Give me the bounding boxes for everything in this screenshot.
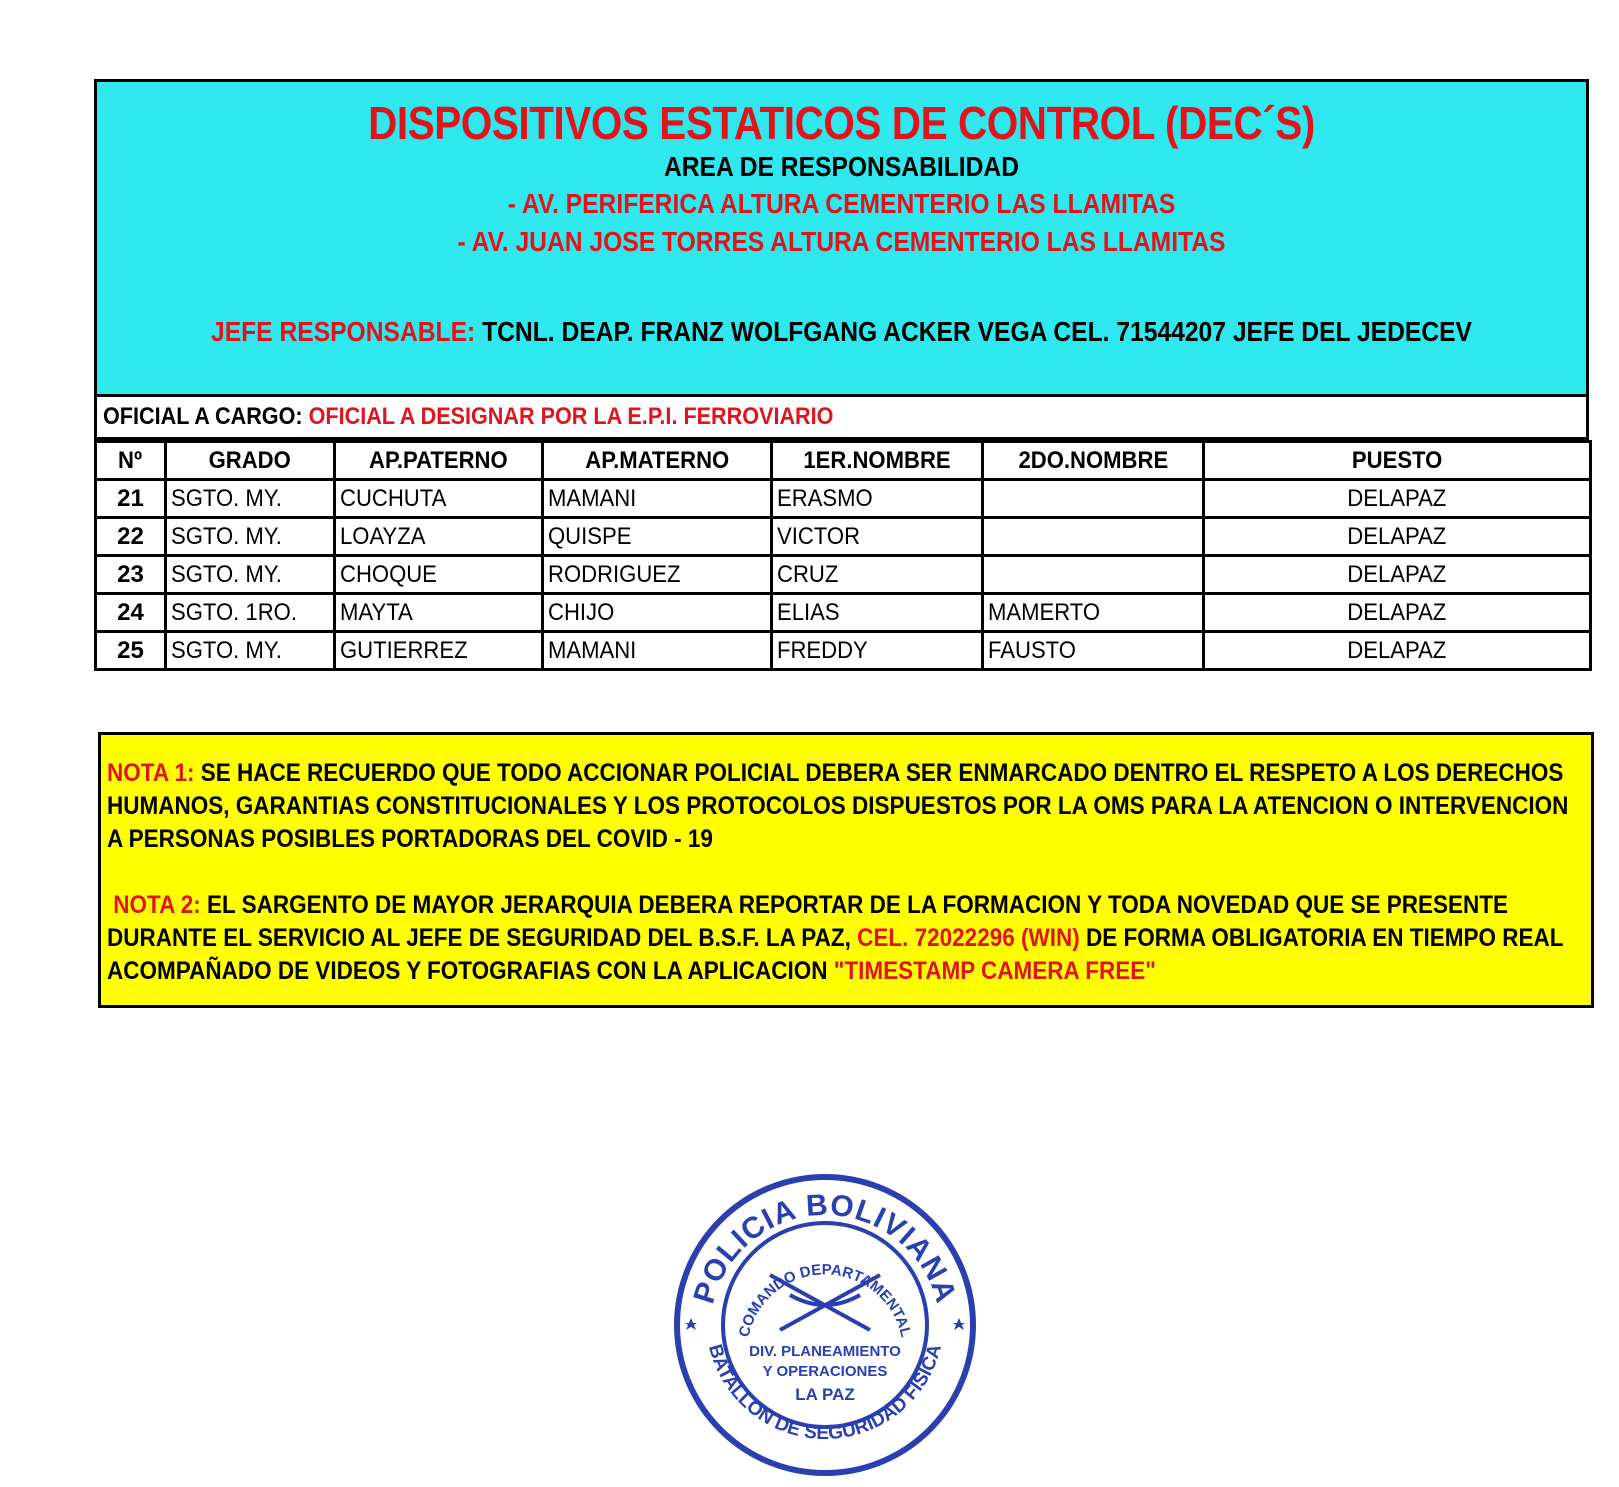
cell-ap-paterno: LOAYZA	[335, 518, 543, 556]
nota-2-label: NOTA 2:	[113, 891, 201, 919]
nota-2-text-b: DE FORMA OBLIGATORIA EN TIEMPO REAL ACOMPAÑADO DE VIDEOS Y FOTOGRAFIAS CON LA APLICACION	[107, 924, 1564, 985]
cell-segundo-nombre	[983, 518, 1204, 556]
cell-numero: 21	[96, 480, 166, 518]
cell-primer-nombre: CRUZ	[772, 556, 983, 594]
police-seal-stamp	[670, 1170, 980, 1480]
area-line-1: - AV. PERIFERICA ALTURA CEMENTERIO LAS LLAMITAS	[507, 188, 1176, 219]
nota-1-label: NOTA 1:	[107, 759, 195, 787]
area-line-2: - AV. JUAN JOSE TORRES ALTURA CEMENTERIO LAS LLAMITAS	[457, 226, 1226, 257]
cell-grado: SGTO. MY.	[166, 632, 335, 670]
jefe-label: JEFE RESPONSABLE:	[210, 316, 476, 347]
cell-grado: SGTO. MY.	[166, 556, 335, 594]
table-row	[96, 480, 1591, 518]
cell-primer-nombre: ERASMO	[772, 480, 983, 518]
seal-inner-top-text: COMANDO DEPARTAMENTAL	[735, 1261, 915, 1339]
oficial-a-cargo-row	[94, 397, 1589, 440]
nota-2-app-name: "TIMESTAMP CAMERA FREE"	[833, 957, 1156, 985]
cell-puesto: DELAPAZ	[1204, 632, 1591, 670]
cell-ap-paterno: GUTIERREZ	[335, 632, 543, 670]
table-row	[96, 632, 1591, 670]
cell-segundo-nombre	[983, 480, 1204, 518]
nota-1	[107, 757, 1586, 856]
cell-grado: SGTO. MY.	[166, 480, 335, 518]
cell-puesto: DELAPAZ	[1204, 480, 1591, 518]
header-cell-ap-materno: AP.MATERNO	[543, 442, 772, 480]
cell-puesto: DELAPAZ	[1204, 556, 1591, 594]
header-cell-primer-nombre: 1ER.NOMBRE	[772, 442, 983, 480]
cell-numero: 22	[96, 518, 166, 556]
jefe-responsable	[186, 316, 1496, 348]
cell-ap-materno: CHIJO	[543, 594, 772, 632]
nota-2	[107, 889, 1586, 988]
roster-table	[94, 440, 1592, 671]
cell-segundo-nombre	[983, 556, 1204, 594]
cell-grado: SGTO. 1RO.	[166, 594, 335, 632]
seal-outer-bottom-text: BATALLON DE SEGURIDAD FISICA	[703, 1342, 947, 1445]
cell-primer-nombre: ELIAS	[772, 594, 983, 632]
cell-puesto: DELAPAZ	[1204, 518, 1591, 556]
seal-star-left-icon	[685, 1318, 697, 1330]
seal-star-right-icon	[953, 1318, 965, 1330]
header-box	[94, 79, 1589, 397]
table-header-row	[96, 442, 1591, 480]
seal-outer-top-text: POLICIA BOLIVIANA	[687, 1188, 963, 1308]
notes-box	[98, 732, 1594, 1008]
header-cell-segundo-nombre: 2DO.NOMBRE	[983, 442, 1204, 480]
cell-ap-paterno: MAYTA	[335, 594, 543, 632]
cell-numero: 24	[96, 594, 166, 632]
cell-ap-materno: RODRIGUEZ	[543, 556, 772, 594]
nota-2-phone: CEL. 72022296 (WIN)	[857, 924, 1080, 952]
cell-puesto: DELAPAZ	[1204, 594, 1591, 632]
jefe-value: TCNL. DEAP. FRANZ WOLFGANG ACKER VEGA CEL. 71544207 JEFE DEL JEDECEV	[482, 316, 1473, 347]
cell-primer-nombre: VICTOR	[772, 518, 983, 556]
cell-segundo-nombre: FAUSTO	[983, 632, 1204, 670]
table-row	[96, 556, 1591, 594]
seal-center-line-1: DIV. PLANEAMIENTO	[749, 1343, 901, 1360]
cell-ap-materno: MAMANI	[543, 632, 772, 670]
crossed-rifles-icon	[770, 1275, 880, 1330]
area-heading: AREA DE RESPONSABILIDAD	[663, 151, 1020, 182]
header-cell-puesto: PUESTO	[1204, 442, 1591, 480]
header-cell-ap-paterno: AP.PATERNO	[335, 442, 543, 480]
header-cell-grado: GRADO	[166, 442, 335, 480]
nota-1-text: SE HACE RECUERDO QUE TODO ACCIONAR POLICIAL DEBERA SER ENMARCADO DENTRO EL RESPETO A LOS DERECHOS HUMANOS, GARANTIAS CONSTITUCIONALES Y LOS PROTOCOLOS DISPUESTOS POR LA OMS PARA LA ATENCION O INTERVENCION A PERSONAS POSIBLES PORTADORAS DEL COVID - 19	[107, 759, 1569, 853]
cell-segundo-nombre: MAMERTO	[983, 594, 1204, 632]
cell-ap-materno: MAMANI	[543, 480, 772, 518]
header-cell-numero: Nº	[96, 442, 166, 480]
seal-center-line-2: Y OPERACIONES	[762, 1363, 888, 1380]
seal-center-line-3: LA PAZ	[795, 1385, 855, 1404]
table-row	[96, 594, 1591, 632]
nota-2-text-a: EL SARGENTO DE MAYOR JERARQUIA DEBERA REPORTAR DE LA FORMACION Y TODA NOVEDAD QUE SE PRESENTE DURANTE EL SERVICIO AL JEFE DE SEGURIDAD DEL B.S.F. LA PAZ,	[107, 891, 1509, 952]
cell-ap-paterno: CHOQUE	[335, 556, 543, 594]
table-row	[96, 518, 1591, 556]
cell-primer-nombre: FREDDY	[772, 632, 983, 670]
cell-numero: 25	[96, 632, 166, 670]
cell-ap-paterno: CUCHUTA	[335, 480, 543, 518]
oficial-value: OFICIAL A DESIGNAR POR LA E.P.I. FERROVIARIO	[308, 403, 834, 430]
cell-numero: 23	[96, 556, 166, 594]
cell-grado: SGTO. MY.	[166, 518, 335, 556]
cell-ap-materno: QUISPE	[543, 518, 772, 556]
document-title: DISPOSITIVOS ESTATICOS DE CONTROL (DEC´S)	[368, 97, 1315, 149]
oficial-label: OFICIAL A CARGO:	[103, 403, 303, 430]
